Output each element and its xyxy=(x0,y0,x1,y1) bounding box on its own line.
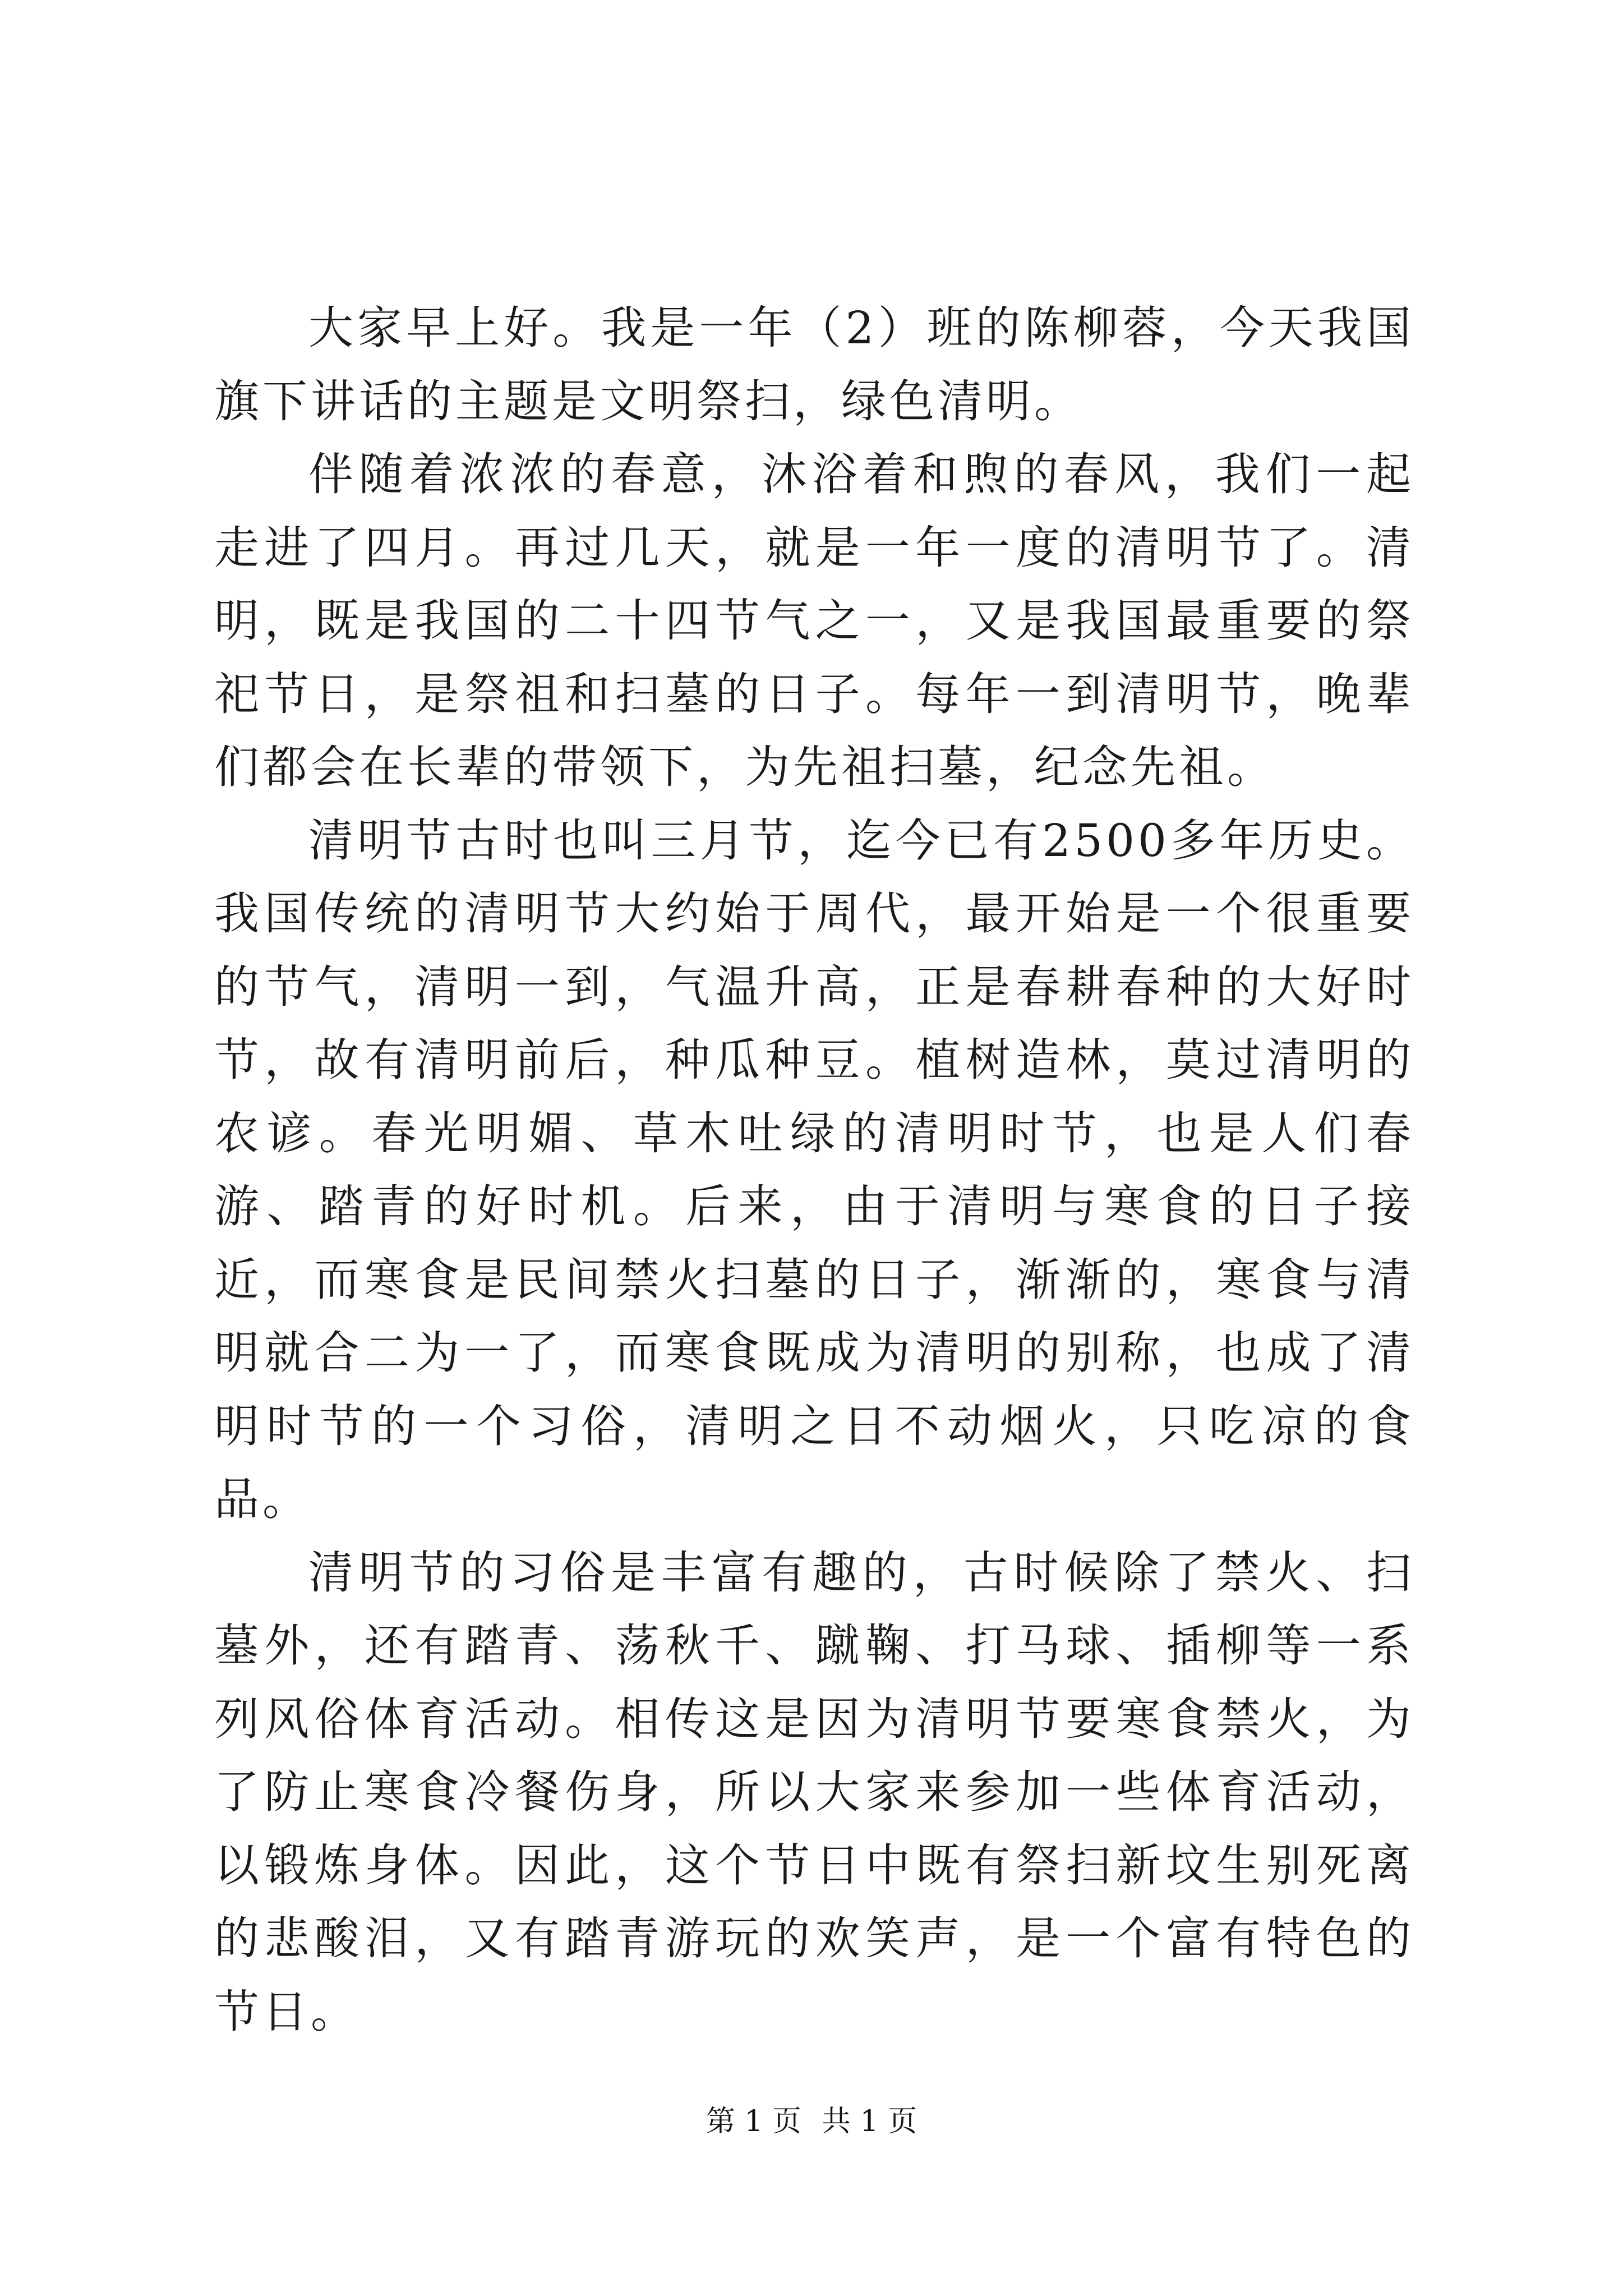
document-body xyxy=(214,292,1414,2049)
paragraph-customs: 清明节的习俗是丰富有趣的，古时候除了禁火、扫墓外，还有踏青、荡秋千、蹴鞠、打马球、插柳等一系列风俗体育活动。相传这是因为清明节要寒食禁火，为了防止寒食冷餐伤身，所以大家来参加一些体育活动，以锻炼身体。因此，这个节日中既有祭扫新坟生别死离的悲酸泪，又有踏青游玩的欢笑声，是一个富有特色的节日。 xyxy=(214,1546,1414,2038)
page-number: 第 1 页 xyxy=(706,2105,801,2138)
paragraph-history: 清明节古时也叫三月节，迄今已有2500多年历史。我国传统的清明节大约始于周代，最开始是一个很重要的节气，清明一到，气温升高，正是春耕春种的大好时节，故有清明前后，种瓜种豆。植树造林，莫过清明的农谚。春光明媚、草木吐绿的清明时节，也是人们春游、踏青的好时机。后来，由于清明与寒食的日子接近，而寒食是民间禁火扫墓的日子，渐渐的，寒食与清明就合二为一了，而寒食既成为清明的别称，也成了清明时节的一个习俗，清明之日不动烟火，只吃凉的食品。 xyxy=(214,814,1414,1525)
paragraph-april-intro: 伴随着浓浓的春意，沐浴着和煦的春风，我们一起走进了四月。再过几天，就是一年一度的清明节了。清明，既是我国的二十四节气之一，又是我国最重要的祭祀节日，是祭祖和扫墓的日子。每年一到清明节，晚辈们都会在长辈的带领下，为先祖扫墓，纪念先祖。 xyxy=(214,448,1414,793)
page-footer xyxy=(0,2102,1623,2141)
page-total: 共 1 页 xyxy=(822,2105,917,2138)
paragraph-greeting: 大家早上好。我是一年（2）班的陈柳蓉，今天我国旗下讲话的主题是文明祭扫，绿色清明。 xyxy=(214,302,1414,427)
